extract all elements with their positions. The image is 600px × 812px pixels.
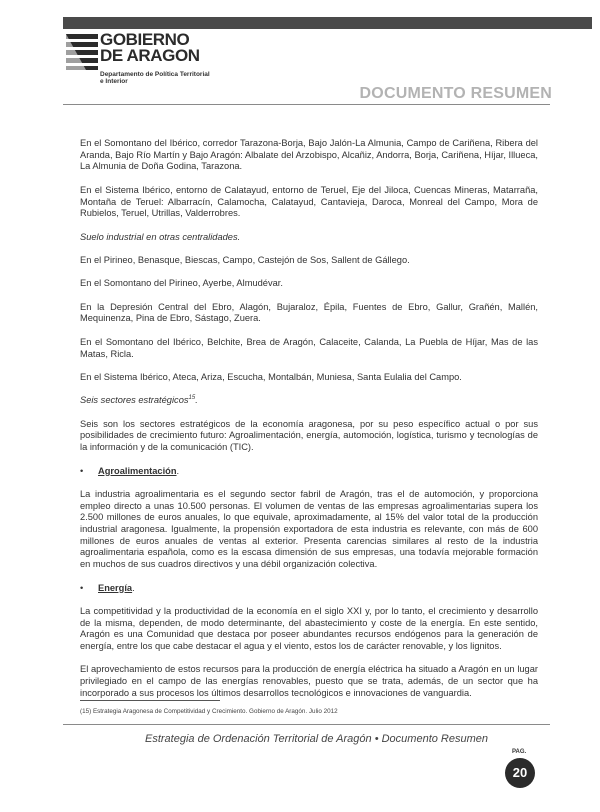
footer-title: Estrategia de Ordenación Territorial de Aragón • Documento Resumen <box>145 733 488 745</box>
paragraph-8: Seis son los sectores estratégicos de la economía aragonesa, por su peso específico actual o por sus posibilidades de crecimiento futuro: Agroalimentación, energía, automoción, logística, turismo y tecnologías de la información y de la comunicación (TIC). <box>80 418 538 453</box>
paragraph-5: En la Depresión Central del Ebro, Alagón, Bujaraloz, Épila, Fuentes de Ebro, Gallur, Grañén, Mallén, Mequinenza, Pina de Ebro, Sástago, Zuera. <box>80 301 538 324</box>
bullet-period-1: . <box>176 465 180 476</box>
logo-name <box>100 32 200 64</box>
subheading-suelo: Suelo industrial en otras centralidades. <box>80 231 241 242</box>
bullet-label-agroalimentacion: Agroalimentación <box>98 465 177 476</box>
paragraph-9: La industria agroalimentaria es el segundo sector fabril de Aragón, tras el de automoción, y proporciona empleo directo a unas 10.500 personas. El volumen de ventas de las empresas agroalimentarias supera los 2.500 millones de euros anuales, lo que equivale, aproximadamente, al 15% del valor total de la producción industrial aragonesa. Igualmente, la propensión exportadora de esta industria es relevante, con más de 600 millones de euros anuales de ventas al exterior. Presenta carencias similares al resto de la industria agroalimentaria española, como es la escasa dimensión de sus empresas, una todavía mejorable formación en muchos de sus cuadros directivos y una débil organización colectiva. <box>80 488 538 570</box>
paragraph-7: En el Sistema Ibérico, Ateca, Ariza, Escucha, Montalbán, Muniesa, Santa Eulalia del Campo. <box>80 371 462 382</box>
document-body <box>80 138 538 711</box>
footnote-ref-15[interactable]: 15 <box>188 395 196 402</box>
logo-name-line2: DE ARAGON <box>100 46 200 65</box>
logo <box>66 30 266 90</box>
subheading-sectores: Seis sectores estratégicos$^{15}$. <box>80 395 198 406</box>
paragraph-4: En el Somontano del Pirineo, Ayerbe, Almudévar. <box>80 278 283 289</box>
bullet-label-energia: Energía <box>98 582 133 593</box>
footer-divider <box>63 724 550 725</box>
footnote-divider <box>80 700 220 701</box>
bullet-dot-icon: • <box>80 582 84 593</box>
bullet-energia <box>80 583 538 595</box>
document-title: DOCUMENTO RESUMEN <box>359 85 552 102</box>
bullet-agroalimentacion <box>80 466 538 478</box>
subheading-sectores-text: Seis sectores estratégicos <box>80 395 189 406</box>
paragraph-10: La competitividad y la productividad de la economía en el siglo XXI y, por lo tanto, el crecimiento y desarrollo de la misma, dependen, de modo determinante, del abastecimiento y coste de la energía. En este sentido, Aragón es una Comunidad que destaca por poseer abundantes recursos endógenos para la generación de energía, entre los que cabe destacar el agua y el viento, estos los de carácter renovable, y los lignitos. <box>80 605 538 652</box>
logo-name-line1: GOBIERNO <box>100 30 190 49</box>
page-number-badge: 20 <box>505 758 535 788</box>
logo-dept-line1: Departamento de Política Territorial <box>100 71 210 78</box>
logo-dept-line2: e Interior <box>100 78 128 85</box>
logo-department <box>100 71 210 85</box>
aragon-emblem-icon <box>66 34 98 70</box>
paragraph-1: En el Somontano del Ibérico, corredor Tarazona-Borja, Bajo Jalón-La Almunia, Campo de Cariñena, Ribera del Aranda, Bajo Río Martín y Bajo Aragón: Albalate del Arzobispo, Alcañiz, Andorra, Borja, Cariñena, Híjar, Illueca, La Almunia de Doña Godina, Tarazona. <box>80 138 538 172</box>
paragraph-2: En el Sistema Ibérico, entorno de Calatayud, entorno de Teruel, Eje del Jiloca, Cuencas Mineras, Matarraña, Montaña de Teruel: Albarracín, Calamocha, Calatayud, Cantavieja, Daroca, Monreal del Campo, Mora de Rubielos, Teruel, Utrillas, Valderrobres. <box>80 184 538 219</box>
footnote-15: (15) Estrategia Aragonesa de Competitividad y Crecimiento. Gobierno de Aragón. Julio 2012 <box>80 708 338 715</box>
page-label: PAG. <box>512 749 527 755</box>
paragraph-3: En el Pirineo, Benasque, Biescas, Campo, Castejón de Sos, Sallent de Gállego. <box>80 254 410 265</box>
bullet-dot-icon: • <box>80 465 84 476</box>
bullet-period-2: . <box>132 582 135 593</box>
paragraph-6: En el Somontano del Ibérico, Belchite, Brea de Aragón, Calaceite, Calanda, La Puebla de Híjar, Mas de las Matas, Ricla. <box>80 336 538 359</box>
paragraph-11: El aprovechamiento de estos recursos para la producción de energía eléctrica ha situado a Aragón en un lugar privilegiado en el campo de las energías renovables, puesto que se trata, además, de un sector que ha incorporado a sus procesos los últimos desarrollos tecnológicos e innovaciones de vanguardia. <box>80 664 538 698</box>
title-divider <box>63 104 550 105</box>
header-bar <box>63 17 592 29</box>
